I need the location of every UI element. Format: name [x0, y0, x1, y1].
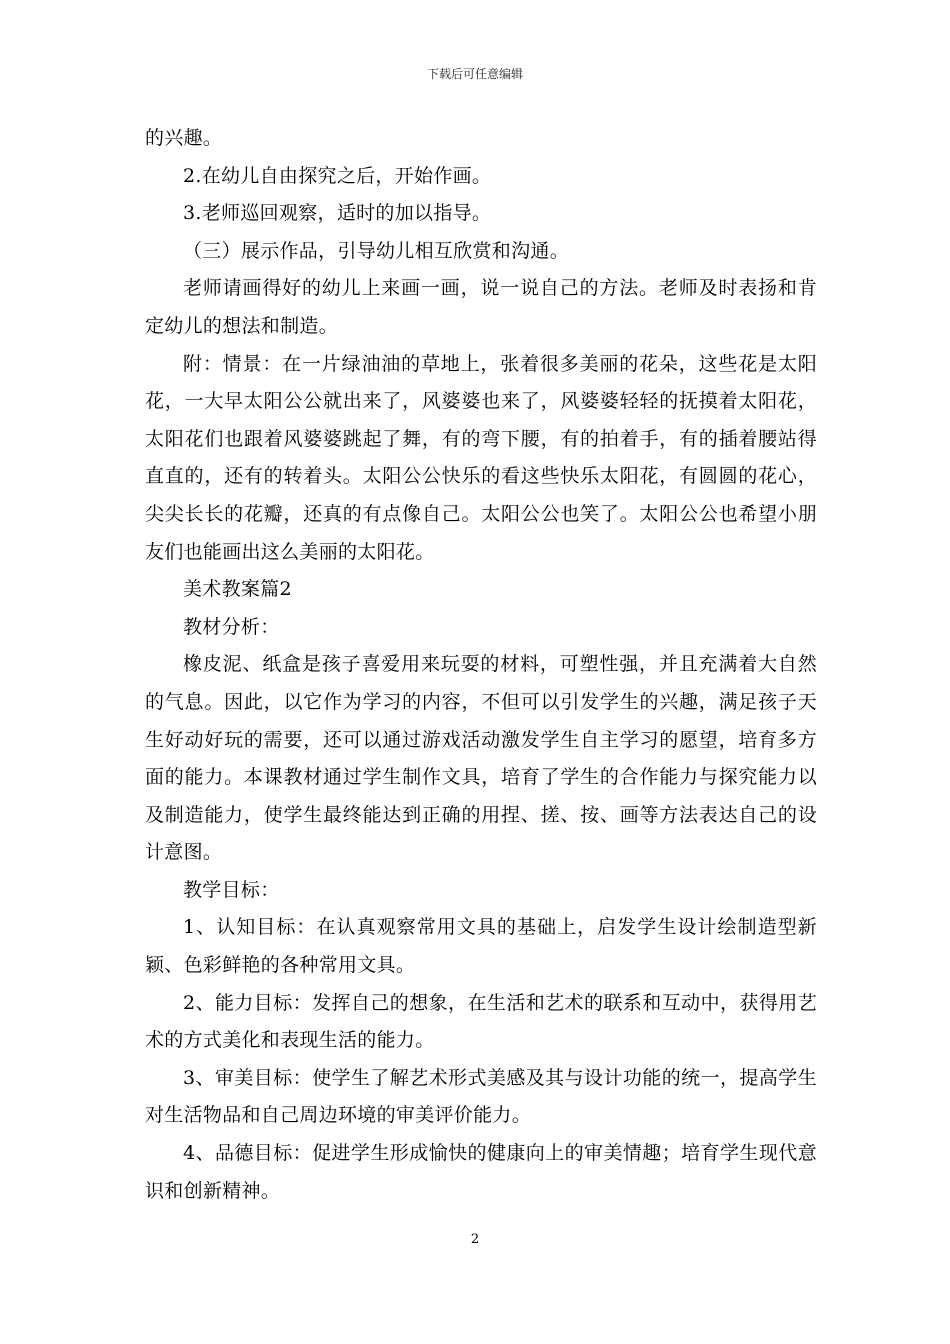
document-body — [145, 120, 817, 1210]
section-heading-display: （三）展示作品，引导幼儿相互欣赏和沟通。 — [183, 239, 570, 262]
paragraph-appendix-story: 附：情景：在一片绿油油的草地上，张着很多美丽的花朵，这些花是太阳花，一大早太阳公公就出来了，风婆婆也来了，风婆婆轻轻的抚摸着太阳花，太阳花们也跟着风婆婆跳起了舞，有的弯下腰，有的拍着手，有的插着腰站得直直的，还有的转着头。太阳公公快乐的看这些快乐太阳花，有圆圆的花心，尖尖长长的花瓣，还真的有点像自己。太阳公公也笑了。太阳公公也希望小朋友们也能画出这么美丽的太阳花。 — [145, 352, 817, 563]
lesson-plan-title: 美术教案篇2 — [183, 578, 292, 601]
paragraph-step-3: 3.老师巡回观察，适时的加以指导。 — [183, 202, 492, 225]
goal-moral: 4、品德目标：促进学生形成愉快的健康向上的审美情趣；培育学生现代意识和创新精神。 — [145, 1142, 817, 1202]
paragraph-teacher: 老师请画得好的幼儿上来画一画，说一说自己的方法。老师及时表扬和肯定幼儿的想法和制造。 — [145, 277, 817, 337]
page-header: 下载后可任意编辑 — [426, 67, 523, 81]
paragraph-material-analysis: 橡皮泥、纸盒是孩子喜爱用来玩耍的材料，可塑性强，并且充满着大自然的气息。因此，以它作为学习的内容，不但可以引发学生的兴趣，满足孩子天生好动好玩的需要，还可以通过游戏活动激发学生自主学习的愿望，培育多方面的能力。本课教材通过学生制作文具，培育了学生的合作能力与探究能力以及制造能力，使学生最终能达到正确的用捏、搓、按、画等方法表达自己的设计意图。 — [145, 653, 817, 864]
goal-aesthetic: 3、审美目标：使学生了解艺术形式美感及其与设计功能的统一，提高学生对生活物品和自己周边环境的审美评价能力。 — [145, 1066, 817, 1127]
paragraph-step-2: 2.在幼儿自由探究之后，开始作画。 — [183, 164, 492, 187]
goal-cognitive: 1、认知目标：在认真观察常用文具的基础上，启发学生设计绘制造型新颖、色彩鲜艳的各种常用文具。 — [145, 916, 817, 977]
goal-ability: 2、能力目标：发挥自己的想象，在生活和艺术的联系和互动中，获得用艺术的方式美化和表现生活的能力。 — [145, 991, 817, 1052]
heading-teaching-goals: 教学目标： — [183, 878, 280, 901]
paragraph-continuation: 的兴趣。 — [145, 127, 223, 149]
page-number: 2 — [470, 1232, 480, 1247]
heading-material-analysis: 教材分析： — [183, 615, 280, 638]
